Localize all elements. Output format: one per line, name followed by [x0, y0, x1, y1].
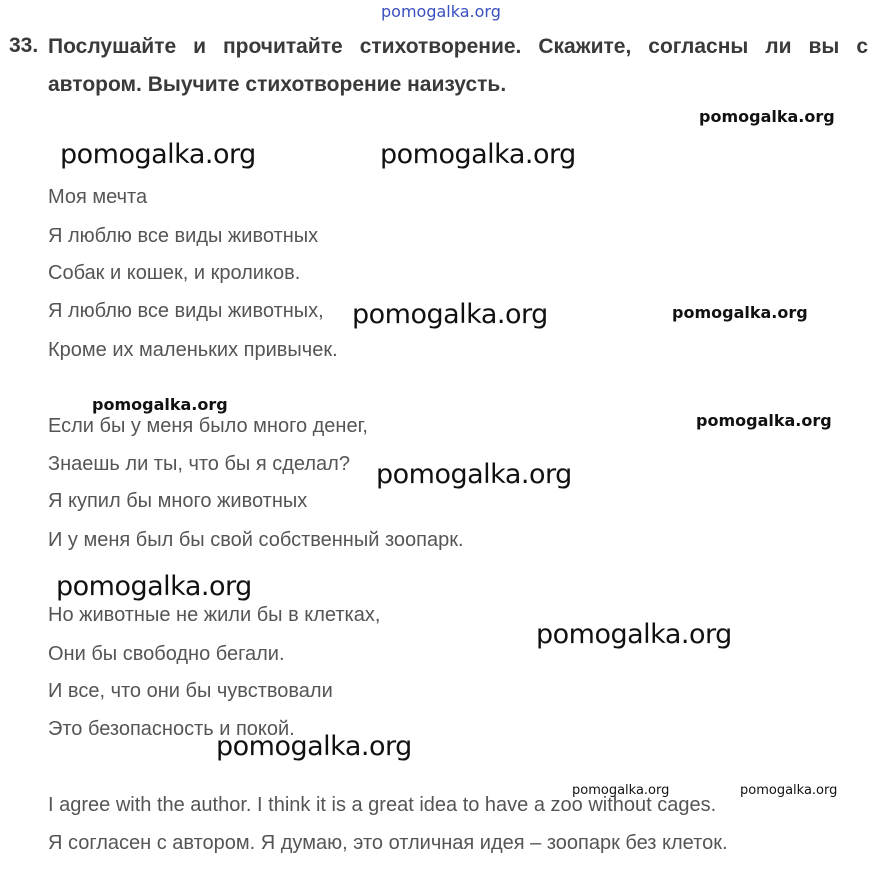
watermark: pomogalka.org — [92, 395, 228, 414]
watermark: pomogalka.org — [572, 783, 670, 798]
watermark: pomogalka.org — [536, 619, 732, 650]
answer-russian: Я согласен с автором. Я думаю, это отличная идея – зоопарк без клеток. — [48, 832, 728, 854]
poem-line: Но животные не жили бы в клетках, — [48, 604, 381, 626]
poem-line: Собак и кошек, и кроликов. — [48, 262, 301, 284]
poem-line: И все, что они бы чувствовали — [48, 680, 333, 702]
watermark: pomogalka.org — [216, 731, 412, 762]
watermark: pomogalka.org — [352, 299, 548, 330]
watermark: pomogalka.org — [380, 139, 576, 170]
poem-line: Это безопасность и покой. — [48, 718, 295, 740]
watermark: pomogalka.org — [740, 783, 838, 798]
poem-line: И у меня был бы свой собственный зоопарк. — [48, 529, 464, 551]
poem-line: Они бы свободно бегали. — [48, 643, 285, 665]
answer-english: I agree with the author. I think it is a great idea to have a zoo without cages. — [48, 794, 717, 816]
watermark: pomogalka.org — [60, 139, 256, 170]
poem-line: Кроме их маленьких привычек. — [48, 339, 338, 361]
watermark: pomogalka.org — [56, 571, 252, 602]
watermark: pomogalka.org — [672, 303, 808, 322]
task-number: 33. — [9, 34, 39, 57]
watermark: pomogalka.org — [376, 459, 572, 490]
task-instructions: Послушайте и прочитайте стихотворение. Скажите, согласны ли вы с автором. Выучите стихотворение наизусть. — [48, 35, 868, 96]
poem-line: Знаешь ли ты, что бы я сделал? — [48, 453, 350, 475]
poem-title: Моя мечта — [48, 186, 148, 208]
watermark-top: pomogalka.org — [381, 2, 501, 21]
poem-line: Я люблю все виды животных, — [48, 300, 324, 322]
poem-line: Я купил бы много животных — [48, 490, 308, 512]
watermark: pomogalka.org — [696, 411, 832, 430]
watermark: pomogalka.org — [699, 107, 835, 126]
poem-line: Если бы у меня было много денег, — [48, 415, 368, 437]
poem-line: Я люблю все виды животных — [48, 225, 319, 247]
